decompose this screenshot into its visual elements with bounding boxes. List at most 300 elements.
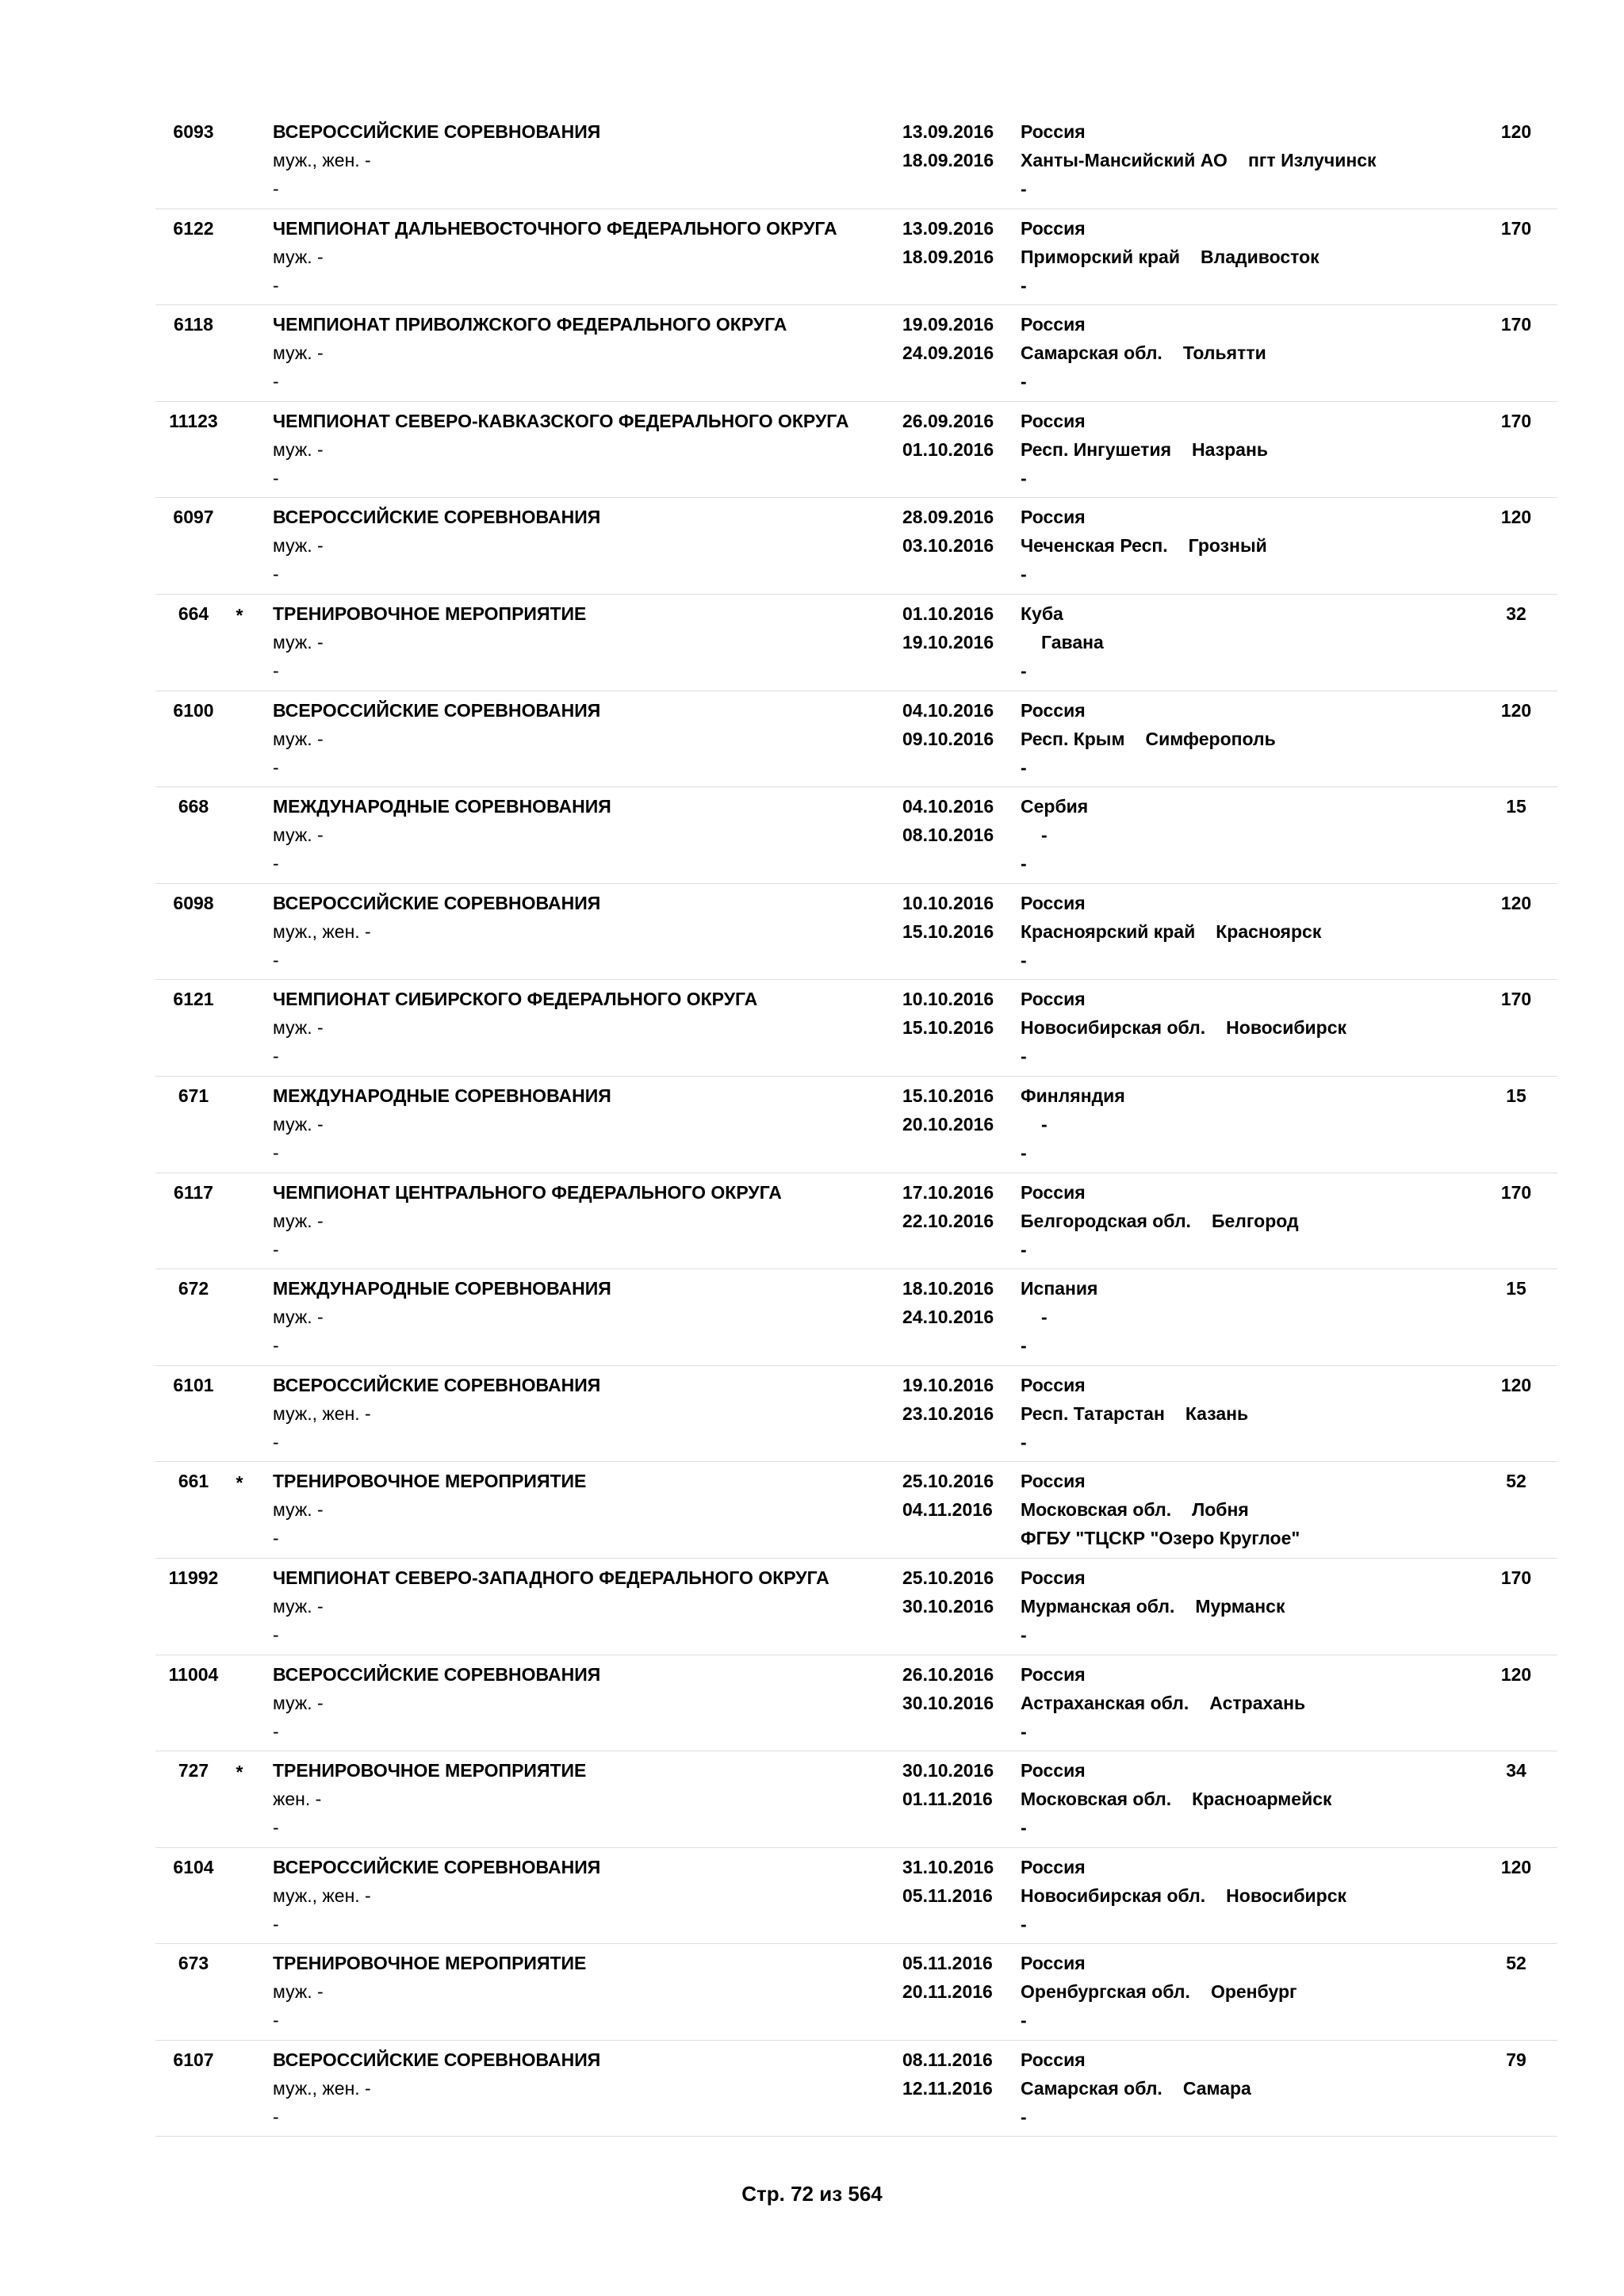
event-gender: муж., жен. - [273, 920, 371, 942]
participant-count: 52 [1506, 1953, 1526, 1974]
event-dates [902, 1274, 994, 1331]
date-end: 15.10.2016 [902, 920, 994, 942]
participant-count: 170 [1500, 1181, 1532, 1203]
location-region-city [1021, 1785, 1332, 1813]
location-region: Красноярский край [1021, 920, 1196, 942]
table-row [155, 498, 1557, 595]
event-location [1021, 889, 1321, 974]
event-gender: муж. - [273, 631, 324, 652]
location-city: Красноармейск [1192, 1789, 1332, 1810]
location-country: Россия [1021, 1953, 1086, 1974]
event-info [273, 889, 600, 974]
event-sub: - [273, 1528, 279, 1549]
location-country: Испания [1021, 1278, 1098, 1299]
participant-count: 120 [1500, 892, 1532, 913]
location-venue: ФГБУ "ТЦСКР "Озеро Круглое" [1021, 1528, 1300, 1549]
location-city: - [1041, 825, 1048, 846]
participant-count: 15 [1506, 1278, 1526, 1299]
event-id: 673 [178, 1953, 209, 1974]
location-venue: - [1021, 1913, 1027, 1934]
event-title: ЧЕМПИОНАТ ДАЛЬНЕВОСТОЧНОГО ФЕДЕРАЛЬНОГО ОКРУГА [273, 217, 837, 239]
date-start: 28.09.2016 [902, 507, 994, 528]
event-dates [902, 407, 994, 464]
event-gender: муж. - [273, 438, 324, 460]
event-dates [902, 1371, 994, 1428]
participant-count: 32 [1506, 603, 1526, 624]
table-row [155, 1269, 1557, 1366]
date-end: 24.10.2016 [902, 1307, 994, 1328]
event-gender: муж. - [273, 1017, 324, 1039]
star-marker: * [236, 604, 243, 626]
location-region-city [1021, 917, 1321, 946]
event-title: ЧЕМПИОНАТ ПРИВОЛЖСКОГО ФЕДЕРАЛЬНОГО ОКРУГА [273, 314, 787, 335]
event-location [1021, 1660, 1305, 1746]
event-gender: муж. - [273, 246, 324, 267]
event-info [273, 1178, 782, 1264]
event-dates [902, 1563, 994, 1621]
date-start: 19.09.2016 [902, 314, 994, 335]
date-start: 25.10.2016 [902, 1471, 994, 1492]
event-dates [902, 1178, 994, 1235]
location-country: Россия [1021, 1181, 1086, 1203]
event-dates [902, 1756, 994, 1813]
event-info [273, 1853, 600, 1938]
event-gender: муж. - [273, 535, 324, 557]
date-start: 01.10.2016 [902, 603, 994, 624]
date-start: 04.10.2016 [902, 796, 994, 817]
event-dates [902, 117, 994, 174]
event-location [1021, 1853, 1346, 1938]
event-title: ВСЕРОССИЙСКИЕ СОРЕВНОВАНИЯ [273, 2049, 601, 2070]
event-title: ЧЕМПИОНАТ СЕВЕРО-КАВКАЗСКОГО ФЕДЕРАЛЬНОГО ОКРУГА [273, 410, 849, 431]
event-id: 6100 [173, 699, 214, 721]
event-gender: муж. - [273, 1113, 324, 1135]
location-country: Россия [1021, 217, 1086, 239]
location-region: Московская обл. [1021, 1789, 1172, 1810]
location-venue: - [1021, 949, 1027, 970]
event-info [273, 503, 600, 588]
date-start: 15.10.2016 [902, 1085, 994, 1106]
table-row [155, 1462, 1557, 1559]
event-gender: муж. - [273, 728, 324, 749]
event-gender: муж., жен. - [273, 2077, 371, 2099]
event-sub: - [273, 1238, 279, 1260]
event-dates [902, 1081, 994, 1138]
event-info [273, 214, 837, 300]
table-row [155, 1944, 1557, 2041]
participant-count: 120 [1500, 507, 1532, 528]
participant-count: 120 [1500, 1374, 1532, 1395]
location-region: Ханты-Мансийский АО [1021, 150, 1228, 170]
event-gender: муж., жен. - [273, 1885, 371, 1906]
date-end: 01.10.2016 [902, 438, 994, 460]
location-country: Россия [1021, 1374, 1086, 1395]
location-city: Самара [1182, 2077, 1251, 2099]
event-sub: - [273, 1817, 279, 1839]
event-id: 668 [178, 796, 209, 817]
event-dates [902, 310, 994, 367]
event-sub: - [273, 1046, 279, 1067]
event-sub: - [273, 1431, 279, 1452]
date-start: 10.10.2016 [902, 989, 994, 1010]
location-region: Респ. Ингушетия [1021, 438, 1171, 460]
event-title: ТРЕНИРОВОЧНОЕ МЕРОПРИЯТИЕ [273, 603, 587, 624]
location-city: Лобня [1192, 1499, 1249, 1521]
event-gender: муж. - [273, 1499, 324, 1521]
event-gender: муж. - [273, 1307, 324, 1328]
event-sub: - [273, 1913, 279, 1934]
event-info [273, 1949, 586, 2034]
location-region: Астраханская обл. [1021, 1692, 1189, 1713]
event-info [273, 1756, 586, 1842]
event-location [1021, 985, 1346, 1070]
event-dates [902, 214, 994, 271]
event-title: ЧЕМПИОНАТ СЕВЕРО-ЗАПАДНОГО ФЕДЕРАЛЬНОГО ОКРУГА [273, 1567, 829, 1588]
event-gender: муж. - [273, 1692, 324, 1713]
event-sub: - [273, 467, 279, 488]
event-location [1021, 599, 1104, 685]
location-region: Респ. Татарстан [1021, 1402, 1165, 1424]
event-info [273, 792, 611, 878]
location-country: Сербия [1021, 796, 1089, 817]
event-info [273, 117, 600, 203]
event-sub: - [273, 1720, 279, 1742]
event-title: МЕЖДУНАРОДНЫЕ СОРЕВНОВАНИЯ [273, 796, 611, 817]
location-city: Тольятти [1182, 342, 1266, 364]
location-venue: - [1021, 1624, 1027, 1645]
event-id: 6097 [173, 507, 214, 528]
page-number: Стр. 72 из 564 [741, 2182, 883, 2206]
event-sub: - [273, 371, 279, 392]
participant-count: 170 [1500, 989, 1532, 1010]
location-region-city [1021, 339, 1266, 367]
event-id: 671 [178, 1085, 209, 1106]
location-country: Финляндия [1021, 1085, 1125, 1106]
participant-count: 170 [1500, 217, 1532, 239]
event-gender: жен. - [273, 1789, 322, 1810]
table-row [155, 595, 1557, 691]
event-info [273, 696, 600, 782]
location-venue: - [1021, 1238, 1027, 1260]
event-dates [902, 985, 994, 1042]
location-country: Куба [1021, 603, 1063, 624]
location-city: пгт Излучинск [1247, 150, 1377, 170]
table-row [155, 1848, 1557, 1945]
event-title: ТРЕНИРОВОЧНОЕ МЕРОПРИЯТИЕ [273, 1471, 587, 1492]
location-region-city [1021, 1689, 1305, 1717]
location-region: Новосибирская обл. [1021, 1017, 1206, 1039]
event-info [273, 407, 848, 492]
event-dates [902, 2045, 993, 2103]
date-start: 19.10.2016 [902, 1374, 994, 1395]
event-gender: муж. - [273, 1981, 324, 2003]
location-city: Оренбург [1210, 1981, 1297, 2003]
location-region-city [1021, 1977, 1297, 2006]
table-row [155, 209, 1557, 306]
location-country: Россия [1021, 892, 1086, 913]
event-id: 6122 [173, 217, 214, 239]
date-start: 17.10.2016 [902, 1181, 994, 1203]
location-region-city [1021, 1399, 1248, 1428]
event-title: ВСЕРОССИЙСКИЕ СОРЕВНОВАНИЯ [273, 121, 601, 142]
table-row [155, 1077, 1557, 1173]
event-location [1021, 310, 1266, 396]
table-row [155, 691, 1557, 788]
location-region-city [1021, 2074, 1251, 2103]
event-location [1021, 503, 1267, 588]
event-location [1021, 1756, 1332, 1842]
location-country: Россия [1021, 1856, 1086, 1877]
date-end: 30.10.2016 [902, 1692, 994, 1713]
location-region-city [1021, 146, 1377, 174]
event-title: ТРЕНИРОВОЧНОЕ МЕРОПРИЯТИЕ [273, 1953, 587, 1974]
date-end: 23.10.2016 [902, 1402, 994, 1424]
event-location [1021, 1371, 1248, 1456]
event-title: ЧЕМПИОНАТ ЦЕНТРАЛЬНОГО ФЕДЕРАЛЬНОГО ОКРУГА [273, 1181, 782, 1203]
location-venue: - [1021, 660, 1027, 681]
event-id: 664 [178, 603, 209, 624]
location-country: Россия [1021, 410, 1086, 431]
event-list [155, 113, 1557, 2137]
date-start: 13.09.2016 [902, 121, 994, 142]
location-city: Белгород [1211, 1210, 1299, 1231]
date-end: 04.11.2016 [902, 1499, 993, 1521]
event-sub: - [273, 2106, 279, 2127]
participant-count: 52 [1506, 1471, 1526, 1492]
location-country: Россия [1021, 1760, 1086, 1781]
event-title: МЕЖДУНАРОДНЫЕ СОРЕВНОВАНИЯ [273, 1085, 611, 1106]
table-row [155, 980, 1557, 1077]
location-country: Россия [1021, 1567, 1086, 1588]
location-region: Респ. Крым [1021, 728, 1125, 749]
event-id: 6107 [173, 2049, 214, 2070]
table-row [155, 1173, 1557, 1270]
date-start: 08.11.2016 [902, 2049, 993, 2070]
location-region: Чеченская Респ. [1021, 535, 1168, 557]
location-region-city [1021, 628, 1104, 656]
location-country: Россия [1021, 314, 1086, 335]
event-gender: муж. - [273, 342, 324, 364]
event-id: 6104 [173, 1856, 214, 1877]
participant-count: 15 [1506, 796, 1526, 817]
location-region-city [1021, 821, 1088, 849]
location-region: Оренбургская обл. [1021, 1981, 1190, 2003]
event-sub: - [273, 660, 279, 681]
location-country: Россия [1021, 699, 1086, 721]
date-start: 30.10.2016 [902, 1760, 994, 1781]
event-location [1021, 696, 1276, 782]
event-id: 727 [178, 1760, 209, 1781]
event-location [1021, 214, 1320, 300]
participant-count: 79 [1506, 2049, 1526, 2070]
table-row [155, 1366, 1557, 1463]
location-venue: - [1021, 564, 1027, 585]
date-start: 31.10.2016 [902, 1856, 994, 1877]
event-id: 6098 [173, 892, 214, 913]
location-region-city [1021, 435, 1268, 464]
event-dates [902, 503, 994, 560]
table-row [155, 1559, 1557, 1655]
event-sub: - [273, 1624, 279, 1645]
participant-count: 120 [1500, 1856, 1532, 1877]
date-end: 22.10.2016 [902, 1210, 994, 1231]
location-venue: - [1021, 1817, 1027, 1839]
star-marker: * [236, 1472, 243, 1494]
participant-count: 170 [1500, 1567, 1532, 1588]
location-region-city [1021, 1110, 1125, 1138]
event-title: ВСЕРОССИЙСКИЕ СОРЕВНОВАНИЯ [273, 1663, 601, 1685]
event-sub: - [273, 1335, 279, 1357]
table-row [155, 1655, 1557, 1752]
event-dates [902, 696, 994, 753]
location-city: Симферополь [1145, 728, 1276, 749]
location-city: Астрахань [1209, 1692, 1306, 1713]
date-start: 13.09.2016 [902, 217, 994, 239]
location-city: Владивосток [1201, 246, 1320, 267]
participant-count: 120 [1500, 699, 1532, 721]
event-info [273, 1660, 600, 1746]
location-venue: - [1021, 1046, 1027, 1067]
event-id: 6117 [174, 1181, 213, 1203]
location-region: Самарская обл. [1021, 2077, 1162, 2099]
event-id: 11004 [168, 1663, 219, 1685]
event-location [1021, 2045, 1251, 2131]
event-id: 6093 [173, 121, 214, 142]
event-gender: муж., жен. - [273, 150, 371, 170]
event-location [1021, 1467, 1300, 1552]
location-city: Красноярск [1216, 920, 1322, 942]
date-end: 18.09.2016 [902, 246, 994, 267]
event-id: 672 [178, 1278, 209, 1299]
participant-count: 120 [1500, 121, 1532, 142]
event-location [1021, 1081, 1125, 1167]
date-start: 25.10.2016 [902, 1567, 994, 1588]
event-dates [902, 792, 994, 849]
date-end: 20.11.2016 [902, 1981, 993, 2003]
date-start: 18.10.2016 [902, 1278, 994, 1299]
event-title: ВСЕРОССИЙСКИЕ СОРЕВНОВАНИЯ [273, 507, 601, 528]
event-title: ВСЕРОССИЙСКИЕ СОРЕВНОВАНИЯ [273, 1374, 601, 1395]
event-title: ТРЕНИРОВОЧНОЕ МЕРОПРИЯТИЕ [273, 1760, 587, 1781]
event-sub: - [273, 853, 279, 874]
location-venue: - [1021, 1335, 1027, 1357]
event-location [1021, 1178, 1299, 1264]
event-title: МЕЖДУНАРОДНЫЕ СОРЕВНОВАНИЯ [273, 1278, 611, 1299]
location-city: Гавана [1041, 631, 1104, 652]
date-end: 08.10.2016 [902, 825, 994, 846]
location-region-city [1021, 1207, 1299, 1235]
event-info [273, 1371, 600, 1456]
location-region-city [1021, 725, 1276, 753]
location-city: Назрань [1192, 438, 1268, 460]
event-location [1021, 1949, 1297, 2034]
event-gender: муж. - [273, 1595, 324, 1617]
location-region: Приморский край [1021, 246, 1180, 267]
event-location [1021, 117, 1377, 203]
participant-count: 34 [1506, 1760, 1526, 1781]
event-info [273, 1274, 611, 1360]
location-venue: - [1021, 2010, 1027, 2031]
event-info [273, 985, 757, 1070]
date-end: 09.10.2016 [902, 728, 994, 749]
location-city: Новосибирск [1226, 1017, 1347, 1039]
location-city: Новосибирск [1226, 1885, 1347, 1906]
location-city: Мурманск [1195, 1595, 1285, 1617]
event-dates [902, 1467, 994, 1524]
location-region: Московская обл. [1021, 1499, 1172, 1521]
location-city: - [1041, 1307, 1048, 1328]
event-id: 11992 [168, 1567, 219, 1588]
event-gender: муж. - [273, 825, 324, 846]
location-city: Грозный [1188, 535, 1267, 557]
location-region-city [1021, 243, 1320, 271]
event-id: 6121 [173, 989, 214, 1010]
date-end: 01.11.2016 [902, 1789, 993, 1810]
location-venue: - [1021, 1142, 1027, 1163]
location-region: Белгородская обл. [1021, 1210, 1191, 1231]
event-id: 11123 [169, 410, 218, 431]
event-id: 6101 [173, 1374, 214, 1395]
location-country: Россия [1021, 2049, 1086, 2070]
event-location [1021, 407, 1268, 492]
event-dates [902, 1660, 994, 1717]
location-venue: - [1021, 1720, 1027, 1742]
location-country: Россия [1021, 121, 1086, 142]
date-end: 24.09.2016 [902, 342, 994, 364]
location-venue: - [1021, 178, 1027, 199]
location-region-city [1021, 1013, 1346, 1042]
date-start: 05.11.2016 [902, 1953, 993, 1974]
event-location [1021, 1563, 1285, 1649]
location-region-city [1021, 1881, 1346, 1910]
participant-count: 15 [1506, 1085, 1526, 1106]
table-row [155, 1751, 1557, 1848]
location-city: Казань [1185, 1402, 1249, 1424]
event-id: 661 [178, 1471, 209, 1492]
event-dates [902, 889, 994, 946]
event-sub: - [273, 1142, 279, 1163]
location-country: Россия [1021, 507, 1086, 528]
event-info [273, 1467, 586, 1552]
location-venue: - [1021, 756, 1027, 778]
participant-count: 170 [1500, 410, 1532, 431]
date-end: 15.10.2016 [902, 1017, 994, 1039]
location-region: Новосибирская обл. [1021, 1885, 1206, 1906]
location-region-city [1021, 531, 1267, 560]
event-title: ВСЕРОССИЙСКИЕ СОРЕВНОВАНИЯ [273, 892, 601, 913]
table-row [155, 402, 1557, 499]
event-info [273, 310, 787, 396]
event-gender: муж., жен. - [273, 1402, 371, 1424]
table-row [155, 305, 1557, 402]
date-start: 10.10.2016 [902, 892, 994, 913]
location-venue: - [1021, 467, 1027, 488]
date-start: 04.10.2016 [902, 699, 994, 721]
star-marker: * [236, 1762, 243, 1783]
date-end: 05.11.2016 [902, 1885, 993, 1906]
date-end: 12.11.2016 [902, 2077, 993, 2099]
event-dates [902, 599, 994, 656]
event-location [1021, 792, 1088, 878]
event-title: ВСЕРОССИЙСКИЕ СОРЕВНОВАНИЯ [273, 1856, 601, 1877]
participant-count: 120 [1500, 1663, 1532, 1685]
location-country: Россия [1021, 1663, 1086, 1685]
event-info [273, 2045, 600, 2131]
date-start: 26.10.2016 [902, 1663, 994, 1685]
table-row [155, 2041, 1557, 2137]
date-end: 18.09.2016 [902, 150, 994, 170]
location-venue: - [1021, 1431, 1027, 1452]
